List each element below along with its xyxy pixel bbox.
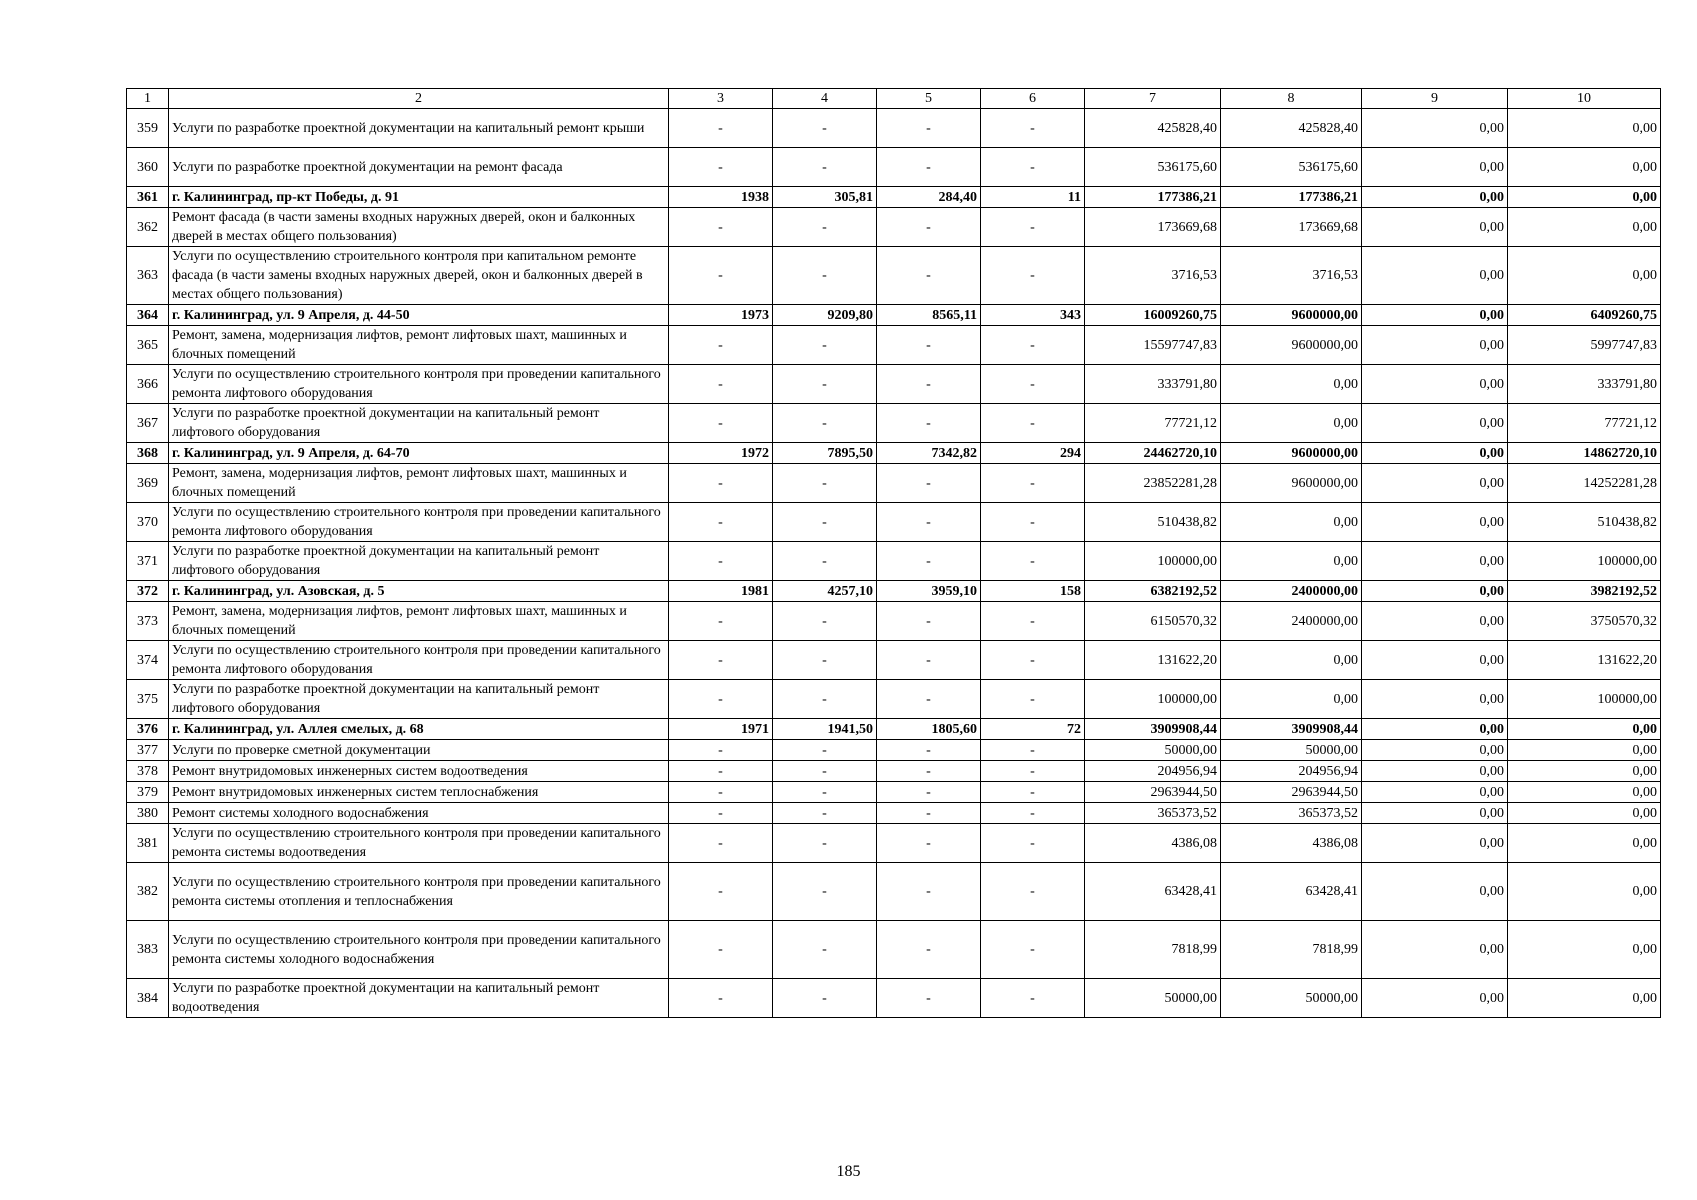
row-number-cell: 368 xyxy=(127,443,169,464)
living-area-cell: - xyxy=(877,979,981,1018)
total-cost-cell: 50000,00 xyxy=(1085,979,1221,1018)
table-row xyxy=(127,109,1661,148)
table-row xyxy=(127,824,1661,863)
total-area-cell: 7895,50 xyxy=(773,443,877,464)
budget-cost-cell: 0,00 xyxy=(1362,503,1508,542)
budget-cost-cell: 0,00 xyxy=(1362,305,1508,326)
living-area-cell: 3959,10 xyxy=(877,581,981,602)
work-name-cell: Услуги по разработке проектной документации на ремонт фасада xyxy=(169,148,669,187)
owners-cost-cell: 6409260,75 xyxy=(1508,305,1661,326)
year-cell: - xyxy=(669,824,773,863)
year-cell: - xyxy=(669,803,773,824)
owners-cost-cell: 0,00 xyxy=(1508,824,1661,863)
residents-cell: - xyxy=(981,782,1085,803)
residents-cell: 158 xyxy=(981,581,1085,602)
owners-cost-cell: 131622,20 xyxy=(1508,641,1661,680)
living-area-cell: - xyxy=(877,602,981,641)
total-area-cell: 9209,80 xyxy=(773,305,877,326)
total-area-cell: - xyxy=(773,761,877,782)
table-row xyxy=(127,247,1661,305)
work-name-cell: Ремонт, замена, модернизация лифтов, ремонт лифтовых шахт, машинных и блочных помещений xyxy=(169,464,669,503)
owners-cost-cell: 3982192,52 xyxy=(1508,581,1661,602)
living-area-cell: - xyxy=(877,208,981,247)
budget-cost-cell: 0,00 xyxy=(1362,187,1508,208)
budget-cost-cell: 0,00 xyxy=(1362,443,1508,464)
owners-cost-cell: 0,00 xyxy=(1508,863,1661,921)
total-cost-cell: 6382192,52 xyxy=(1085,581,1221,602)
residents-cell: - xyxy=(981,803,1085,824)
budget-cost-cell: 0,00 xyxy=(1362,208,1508,247)
total-area-cell: - xyxy=(773,782,877,803)
living-area-cell: 1805,60 xyxy=(877,719,981,740)
budget-cost-cell: 0,00 xyxy=(1362,921,1508,979)
living-area-cell: - xyxy=(877,365,981,404)
table-row xyxy=(127,503,1661,542)
residents-cell: - xyxy=(981,542,1085,581)
living-area-cell: 8565,11 xyxy=(877,305,981,326)
total-cost-cell: 2963944,50 xyxy=(1085,782,1221,803)
total-area-cell: 4257,10 xyxy=(773,581,877,602)
year-cell: 1973 xyxy=(669,305,773,326)
fund-cost-cell: 3716,53 xyxy=(1221,247,1362,305)
year-cell: - xyxy=(669,863,773,921)
fund-cost-cell: 4386,08 xyxy=(1221,824,1362,863)
living-area-cell: - xyxy=(877,641,981,680)
budget-cost-cell: 0,00 xyxy=(1362,581,1508,602)
budget-cost-cell: 0,00 xyxy=(1362,404,1508,443)
total-area-cell: - xyxy=(773,979,877,1018)
total-area-cell: - xyxy=(773,326,877,365)
table-row xyxy=(127,979,1661,1018)
column-number-row xyxy=(127,89,1661,109)
fund-cost-cell: 9600000,00 xyxy=(1221,326,1362,365)
table-row xyxy=(127,148,1661,187)
column-header: 6 xyxy=(981,89,1085,109)
fund-cost-cell: 177386,21 xyxy=(1221,187,1362,208)
work-name-cell: Ремонт внутридомовых инженерных систем теплоснабжения xyxy=(169,782,669,803)
living-area-cell: - xyxy=(877,782,981,803)
living-area-cell: - xyxy=(877,921,981,979)
total-area-cell: - xyxy=(773,464,877,503)
total-cost-cell: 333791,80 xyxy=(1085,365,1221,404)
total-cost-cell: 425828,40 xyxy=(1085,109,1221,148)
work-name-cell: г. Калининград, ул. Аллея смелых, д. 68 xyxy=(169,719,669,740)
owners-cost-cell: 14862720,10 xyxy=(1508,443,1661,464)
row-number-cell: 372 xyxy=(127,581,169,602)
year-cell: - xyxy=(669,740,773,761)
total-cost-cell: 510438,82 xyxy=(1085,503,1221,542)
owners-cost-cell: 333791,80 xyxy=(1508,365,1661,404)
year-cell: - xyxy=(669,979,773,1018)
owners-cost-cell: 0,00 xyxy=(1508,148,1661,187)
fund-cost-cell: 0,00 xyxy=(1221,680,1362,719)
work-name-cell: г. Калининград, ул. 9 Апреля, д. 44-50 xyxy=(169,305,669,326)
fund-cost-cell: 0,00 xyxy=(1221,365,1362,404)
total-cost-cell: 177386,21 xyxy=(1085,187,1221,208)
owners-cost-cell: 0,00 xyxy=(1508,208,1661,247)
owners-cost-cell: 0,00 xyxy=(1508,761,1661,782)
column-header: 5 xyxy=(877,89,981,109)
row-number-cell: 370 xyxy=(127,503,169,542)
residents-cell: - xyxy=(981,148,1085,187)
total-cost-cell: 23852281,28 xyxy=(1085,464,1221,503)
work-name-cell: Услуги по осуществлению строительного контроля при проведении капитального ремонта системы водоотведения xyxy=(169,824,669,863)
residents-cell: - xyxy=(981,109,1085,148)
living-area-cell: 7342,82 xyxy=(877,443,981,464)
fund-cost-cell: 2400000,00 xyxy=(1221,581,1362,602)
owners-cost-cell: 0,00 xyxy=(1508,109,1661,148)
work-name-cell: Ремонт внутридомовых инженерных систем водоотведения xyxy=(169,761,669,782)
residents-cell: - xyxy=(981,326,1085,365)
total-area-cell: - xyxy=(773,740,877,761)
row-number-cell: 371 xyxy=(127,542,169,581)
residents-cell: - xyxy=(981,979,1085,1018)
owners-cost-cell: 0,00 xyxy=(1508,921,1661,979)
work-name-cell: г. Калининград, ул. 9 Апреля, д. 64-70 xyxy=(169,443,669,464)
year-cell: - xyxy=(669,247,773,305)
budget-cost-cell: 0,00 xyxy=(1362,803,1508,824)
work-name-cell: Услуги по осуществлению строительного контроля при проведении капитального ремонта лифтового оборудования xyxy=(169,641,669,680)
total-cost-cell: 3716,53 xyxy=(1085,247,1221,305)
residents-cell: - xyxy=(981,503,1085,542)
column-header: 9 xyxy=(1362,89,1508,109)
year-cell: - xyxy=(669,542,773,581)
fund-cost-cell: 9600000,00 xyxy=(1221,305,1362,326)
total-area-cell: - xyxy=(773,863,877,921)
total-area-cell: - xyxy=(773,109,877,148)
total-cost-cell: 173669,68 xyxy=(1085,208,1221,247)
residents-cell: 72 xyxy=(981,719,1085,740)
budget-cost-cell: 0,00 xyxy=(1362,602,1508,641)
total-area-cell: - xyxy=(773,247,877,305)
total-cost-cell: 6150570,32 xyxy=(1085,602,1221,641)
living-area-cell: - xyxy=(877,464,981,503)
work-name-cell: Ремонт, замена, модернизация лифтов, ремонт лифтовых шахт, машинных и блочных помещений xyxy=(169,326,669,365)
column-header: 7 xyxy=(1085,89,1221,109)
fund-cost-cell: 2400000,00 xyxy=(1221,602,1362,641)
total-area-cell: - xyxy=(773,404,877,443)
table-row xyxy=(127,803,1661,824)
total-cost-cell: 50000,00 xyxy=(1085,740,1221,761)
year-cell: 1938 xyxy=(669,187,773,208)
owners-cost-cell: 510438,82 xyxy=(1508,503,1661,542)
living-area-cell: - xyxy=(877,404,981,443)
total-area-cell: - xyxy=(773,803,877,824)
row-number-cell: 380 xyxy=(127,803,169,824)
row-number-cell: 384 xyxy=(127,979,169,1018)
residents-cell: - xyxy=(981,740,1085,761)
total-cost-cell: 3909908,44 xyxy=(1085,719,1221,740)
year-cell: - xyxy=(669,208,773,247)
table-row xyxy=(127,326,1661,365)
row-number-cell: 382 xyxy=(127,863,169,921)
budget-cost-cell: 0,00 xyxy=(1362,761,1508,782)
fund-cost-cell: 0,00 xyxy=(1221,503,1362,542)
column-header: 4 xyxy=(773,89,877,109)
work-name-cell: Услуги по разработке проектной документации на капитальный ремонт лифтового оборудования xyxy=(169,542,669,581)
year-cell: 1981 xyxy=(669,581,773,602)
owners-cost-cell: 0,00 xyxy=(1508,979,1661,1018)
residents-cell: - xyxy=(981,824,1085,863)
living-area-cell: - xyxy=(877,247,981,305)
fund-cost-cell: 3909908,44 xyxy=(1221,719,1362,740)
total-area-cell: - xyxy=(773,602,877,641)
owners-cost-cell: 3750570,32 xyxy=(1508,602,1661,641)
year-cell: - xyxy=(669,503,773,542)
owners-cost-cell: 0,00 xyxy=(1508,719,1661,740)
fund-cost-cell: 7818,99 xyxy=(1221,921,1362,979)
owners-cost-cell: 14252281,28 xyxy=(1508,464,1661,503)
fund-cost-cell: 536175,60 xyxy=(1221,148,1362,187)
table-row xyxy=(127,740,1661,761)
table-row xyxy=(127,208,1661,247)
residents-cell: - xyxy=(981,602,1085,641)
total-area-cell: - xyxy=(773,641,877,680)
fund-cost-cell: 204956,94 xyxy=(1221,761,1362,782)
row-number-cell: 379 xyxy=(127,782,169,803)
residents-cell: - xyxy=(981,247,1085,305)
work-name-cell: Ремонт системы холодного водоснабжения xyxy=(169,803,669,824)
table-row xyxy=(127,404,1661,443)
table-row xyxy=(127,782,1661,803)
residents-cell: 11 xyxy=(981,187,1085,208)
fund-cost-cell: 0,00 xyxy=(1221,542,1362,581)
budget-cost-cell: 0,00 xyxy=(1362,824,1508,863)
budget-cost-cell: 0,00 xyxy=(1362,247,1508,305)
living-area-cell: - xyxy=(877,803,981,824)
row-number-cell: 377 xyxy=(127,740,169,761)
address-row xyxy=(127,443,1661,464)
living-area-cell: - xyxy=(877,680,981,719)
total-area-cell: - xyxy=(773,542,877,581)
table-row xyxy=(127,863,1661,921)
row-number-cell: 360 xyxy=(127,148,169,187)
budget-cost-cell: 0,00 xyxy=(1362,782,1508,803)
fund-cost-cell: 9600000,00 xyxy=(1221,464,1362,503)
year-cell: - xyxy=(669,148,773,187)
living-area-cell: - xyxy=(877,542,981,581)
address-row xyxy=(127,719,1661,740)
fund-cost-cell: 63428,41 xyxy=(1221,863,1362,921)
row-number-cell: 381 xyxy=(127,824,169,863)
total-area-cell: - xyxy=(773,824,877,863)
budget-cost-cell: 0,00 xyxy=(1362,326,1508,365)
residents-cell: - xyxy=(981,761,1085,782)
row-number-cell: 365 xyxy=(127,326,169,365)
work-name-cell: г. Калининград, пр-кт Победы, д. 91 xyxy=(169,187,669,208)
owners-cost-cell: 5997747,83 xyxy=(1508,326,1661,365)
column-header: 10 xyxy=(1508,89,1661,109)
residents-cell: - xyxy=(981,365,1085,404)
residents-cell: - xyxy=(981,208,1085,247)
row-number-cell: 366 xyxy=(127,365,169,404)
budget-cost-cell: 0,00 xyxy=(1362,740,1508,761)
row-number-cell: 362 xyxy=(127,208,169,247)
total-area-cell: 1941,50 xyxy=(773,719,877,740)
budget-cost-cell: 0,00 xyxy=(1362,109,1508,148)
fund-cost-cell: 425828,40 xyxy=(1221,109,1362,148)
living-area-cell: - xyxy=(877,824,981,863)
year-cell: - xyxy=(669,641,773,680)
total-cost-cell: 100000,00 xyxy=(1085,680,1221,719)
year-cell: 1972 xyxy=(669,443,773,464)
living-area-cell: - xyxy=(877,863,981,921)
total-area-cell: - xyxy=(773,503,877,542)
living-area-cell: - xyxy=(877,503,981,542)
total-area-cell: - xyxy=(773,921,877,979)
owners-cost-cell: 0,00 xyxy=(1508,247,1661,305)
fund-cost-cell: 2963944,50 xyxy=(1221,782,1362,803)
year-cell: 1971 xyxy=(669,719,773,740)
work-name-cell: г. Калининград, ул. Азовская, д. 5 xyxy=(169,581,669,602)
total-area-cell: - xyxy=(773,365,877,404)
fund-cost-cell: 9600000,00 xyxy=(1221,443,1362,464)
address-row xyxy=(127,581,1661,602)
owners-cost-cell: 77721,12 xyxy=(1508,404,1661,443)
work-name-cell: Услуги по осуществлению строительного контроля при проведении капитального ремонта лифтового оборудования xyxy=(169,503,669,542)
budget-cost-cell: 0,00 xyxy=(1362,863,1508,921)
work-name-cell: Услуги по осуществлению строительного контроля при проведении капитального ремонта системы отопления и теплоснабжения xyxy=(169,863,669,921)
total-area-cell: - xyxy=(773,208,877,247)
year-cell: - xyxy=(669,680,773,719)
total-cost-cell: 536175,60 xyxy=(1085,148,1221,187)
year-cell: - xyxy=(669,365,773,404)
table-row xyxy=(127,761,1661,782)
year-cell: - xyxy=(669,602,773,641)
fund-cost-cell: 173669,68 xyxy=(1221,208,1362,247)
year-cell: - xyxy=(669,404,773,443)
fund-cost-cell: 50000,00 xyxy=(1221,979,1362,1018)
total-cost-cell: 100000,00 xyxy=(1085,542,1221,581)
budget-cost-cell: 0,00 xyxy=(1362,680,1508,719)
year-cell: - xyxy=(669,761,773,782)
work-name-cell: Ремонт, замена, модернизация лифтов, ремонт лифтовых шахт, машинных и блочных помещений xyxy=(169,602,669,641)
row-number-cell: 374 xyxy=(127,641,169,680)
row-number-cell: 364 xyxy=(127,305,169,326)
address-row xyxy=(127,187,1661,208)
work-name-cell: Ремонт фасада (в части замены входных наружных дверей, окон и балконных дверей в местах общего пользования) xyxy=(169,208,669,247)
total-area-cell: - xyxy=(773,680,877,719)
total-cost-cell: 204956,94 xyxy=(1085,761,1221,782)
living-area-cell: - xyxy=(877,740,981,761)
total-area-cell: - xyxy=(773,148,877,187)
table-row xyxy=(127,921,1661,979)
row-number-cell: 367 xyxy=(127,404,169,443)
budget-cost-cell: 0,00 xyxy=(1362,542,1508,581)
row-number-cell: 378 xyxy=(127,761,169,782)
total-cost-cell: 4386,08 xyxy=(1085,824,1221,863)
total-area-cell: 305,81 xyxy=(773,187,877,208)
living-area-cell: - xyxy=(877,148,981,187)
total-cost-cell: 16009260,75 xyxy=(1085,305,1221,326)
living-area-cell: - xyxy=(877,109,981,148)
total-cost-cell: 365373,52 xyxy=(1085,803,1221,824)
work-name-cell: Услуги по осуществлению строительного контроля при проведении капитального ремонта лифтового оборудования xyxy=(169,365,669,404)
row-number-cell: 359 xyxy=(127,109,169,148)
work-name-cell: Услуги по разработке проектной документации на капитальный ремонт крыши xyxy=(169,109,669,148)
work-name-cell: Услуги по разработке проектной документации на капитальный ремонт лифтового оборудования xyxy=(169,404,669,443)
column-header: 2 xyxy=(169,89,669,109)
work-name-cell: Услуги по осуществлению строительного контроля при проведении капитального ремонта системы холодного водоснабжения xyxy=(169,921,669,979)
year-cell: - xyxy=(669,109,773,148)
total-cost-cell: 77721,12 xyxy=(1085,404,1221,443)
fund-cost-cell: 0,00 xyxy=(1221,641,1362,680)
row-number-cell: 369 xyxy=(127,464,169,503)
budget-cost-cell: 0,00 xyxy=(1362,641,1508,680)
total-cost-cell: 131622,20 xyxy=(1085,641,1221,680)
row-number-cell: 373 xyxy=(127,602,169,641)
table-row xyxy=(127,365,1661,404)
residents-cell: - xyxy=(981,863,1085,921)
living-area-cell: - xyxy=(877,326,981,365)
table-row xyxy=(127,542,1661,581)
total-cost-cell: 15597747,83 xyxy=(1085,326,1221,365)
owners-cost-cell: 0,00 xyxy=(1508,740,1661,761)
budget-cost-cell: 0,00 xyxy=(1362,148,1508,187)
owners-cost-cell: 100000,00 xyxy=(1508,680,1661,719)
row-number-cell: 361 xyxy=(127,187,169,208)
owners-cost-cell: 0,00 xyxy=(1508,803,1661,824)
residents-cell: 294 xyxy=(981,443,1085,464)
total-cost-cell: 24462720,10 xyxy=(1085,443,1221,464)
year-cell: - xyxy=(669,782,773,803)
owners-cost-cell: 100000,00 xyxy=(1508,542,1661,581)
residents-cell: - xyxy=(981,921,1085,979)
work-name-cell: Услуги по осуществлению строительного контроля при капитальном ремонте фасада (в части замены входных наружных дверей, окон и балконных дверей в местах общего пользования) xyxy=(169,247,669,305)
residents-cell: - xyxy=(981,464,1085,503)
year-cell: - xyxy=(669,464,773,503)
column-header: 1 xyxy=(127,89,169,109)
fund-cost-cell: 365373,52 xyxy=(1221,803,1362,824)
row-number-cell: 383 xyxy=(127,921,169,979)
table-row xyxy=(127,680,1661,719)
work-name-cell: Услуги по разработке проектной документации на капитальный ремонт водоотведения xyxy=(169,979,669,1018)
work-name-cell: Услуги по разработке проектной документации на капитальный ремонт лифтового оборудования xyxy=(169,680,669,719)
residents-cell: - xyxy=(981,641,1085,680)
living-area-cell: 284,40 xyxy=(877,187,981,208)
page-number: 185 xyxy=(836,1163,861,1180)
column-header: 3 xyxy=(669,89,773,109)
budget-cost-cell: 0,00 xyxy=(1362,464,1508,503)
residents-cell: - xyxy=(981,680,1085,719)
residents-cell: 343 xyxy=(981,305,1085,326)
budget-cost-cell: 0,00 xyxy=(1362,365,1508,404)
table-row xyxy=(127,602,1661,641)
table-row xyxy=(127,464,1661,503)
year-cell: - xyxy=(669,326,773,365)
owners-cost-cell: 0,00 xyxy=(1508,782,1661,803)
works-table xyxy=(126,88,1661,1018)
year-cell: - xyxy=(669,921,773,979)
work-name-cell: Услуги по проверке сметной документации xyxy=(169,740,669,761)
address-row xyxy=(127,305,1661,326)
column-header: 8 xyxy=(1221,89,1362,109)
row-number-cell: 363 xyxy=(127,247,169,305)
owners-cost-cell: 0,00 xyxy=(1508,187,1661,208)
budget-cost-cell: 0,00 xyxy=(1362,979,1508,1018)
fund-cost-cell: 0,00 xyxy=(1221,404,1362,443)
row-number-cell: 376 xyxy=(127,719,169,740)
total-cost-cell: 7818,99 xyxy=(1085,921,1221,979)
row-number-cell: 375 xyxy=(127,680,169,719)
residents-cell: - xyxy=(981,404,1085,443)
fund-cost-cell: 50000,00 xyxy=(1221,740,1362,761)
table-row xyxy=(127,641,1661,680)
total-cost-cell: 63428,41 xyxy=(1085,863,1221,921)
budget-cost-cell: 0,00 xyxy=(1362,719,1508,740)
living-area-cell: - xyxy=(877,761,981,782)
